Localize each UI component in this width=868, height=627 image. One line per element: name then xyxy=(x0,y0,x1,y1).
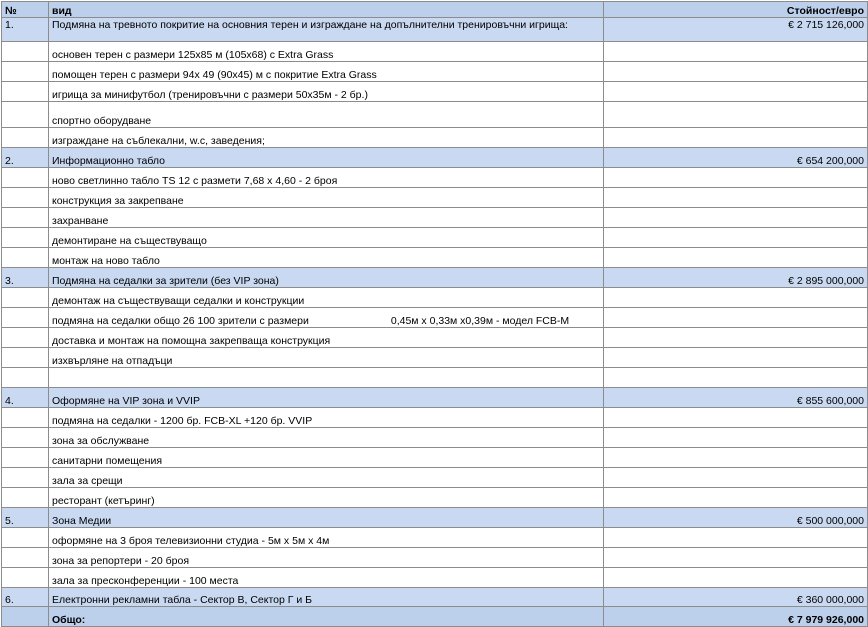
item-text: демонтиране на съществуващо xyxy=(49,228,604,248)
section-number: 6. xyxy=(2,588,49,607)
section-row xyxy=(2,268,868,288)
table-row xyxy=(2,248,868,268)
cost-table xyxy=(1,1,868,627)
section-title: Зона Медии xyxy=(49,508,604,528)
item-text: спортно оборудване xyxy=(49,102,604,128)
table-row xyxy=(2,308,868,328)
table-row xyxy=(2,208,868,228)
table-row xyxy=(2,288,868,308)
table-row xyxy=(2,428,868,448)
section-cost: € 500 000,000 xyxy=(604,508,868,528)
table-row xyxy=(2,82,868,102)
section-row xyxy=(2,508,868,528)
table-row xyxy=(2,548,868,568)
item-text: зона за обслужване xyxy=(49,428,604,448)
item-text: зона за репортери - 20 броя xyxy=(49,548,604,568)
item-text: изхвърляне на отпадъци xyxy=(49,348,604,368)
item-text-main: подмяна на седалки общо 26 100 зрители с размери xyxy=(52,315,309,327)
total-value: € 7 979 926,000 xyxy=(604,607,868,627)
table-row xyxy=(2,228,868,248)
total-label: Общо: xyxy=(49,607,604,627)
header-cost: Стойност/евро xyxy=(604,2,868,18)
item-text: доставка и монтаж на помощна закрепваща конструкция xyxy=(49,328,604,348)
section-title: Оформяне на VIP зона и VVIP xyxy=(49,388,604,408)
section-title: Подмяна на седалки за зрители (без VIP зона) xyxy=(49,268,604,288)
table-row xyxy=(2,368,868,388)
table-row xyxy=(2,128,868,148)
table-row xyxy=(2,102,868,128)
table-row xyxy=(2,468,868,488)
item-text: ново светлинно табло TS 12 с размети 7,68 х 4,60 - 2 броя xyxy=(49,168,604,188)
section-title: Информационно табло xyxy=(49,148,604,168)
section-number: 3. xyxy=(2,268,49,288)
section-row xyxy=(2,588,868,607)
item-text-dimensions: 0,45м х 0,33м х0,39м - модел FCB-M xyxy=(390,315,570,327)
section-cost: € 654 200,000 xyxy=(604,148,868,168)
table-row xyxy=(2,408,868,428)
item-text: основен терен с размери 125х85 м (105х68) с Extra Grass xyxy=(49,42,604,62)
section-cost: € 2 715 126,000 xyxy=(604,18,868,42)
item-text: санитарни помещения xyxy=(49,448,604,468)
item-text: подмяна на седалки - 1200 бр. FCB-XL +120 бр. VVIP xyxy=(49,408,604,428)
item-text: конструкция за закрепване xyxy=(49,188,604,208)
section-row xyxy=(2,18,868,42)
section-number: 2. xyxy=(2,148,49,168)
table-row xyxy=(2,42,868,62)
item-text: помощен терен с размери 94х 49 (90х45) м с покритие Extra Grass xyxy=(49,62,604,82)
section-cost: € 360 000,000 xyxy=(604,588,868,607)
item-text: ресторант (кетъринг) xyxy=(49,488,604,508)
item-text: зала за пресконференции - 100 места xyxy=(49,568,604,588)
item-text: изграждане на съблекални, w.c, заведения; xyxy=(49,128,604,148)
section-number: 5. xyxy=(2,508,49,528)
table-row xyxy=(2,188,868,208)
header-type: вид xyxy=(49,2,604,18)
item-text: захранване xyxy=(49,208,604,228)
item-text: оформяне на 3 броя телевизионни студиа - 5м х 5м х 4м xyxy=(49,528,604,548)
table-row xyxy=(2,528,868,548)
table-row xyxy=(2,328,868,348)
item-text: монтаж на ново табло xyxy=(49,248,604,268)
header-row xyxy=(2,2,868,18)
item-text: демонтаж на съществуващи седалки и конструкции xyxy=(49,288,604,308)
section-cost: € 855 600,000 xyxy=(604,388,868,408)
header-no: № xyxy=(2,2,49,18)
table-row xyxy=(2,62,868,82)
item-text xyxy=(49,308,604,328)
section-title: Електронни рекламни табла - Сектор В, Сектор Г и Б xyxy=(49,588,604,607)
section-row xyxy=(2,148,868,168)
section-title: Подмяна на тревното покритие на основния терен и изграждане на допълнителни тренировъчни игрища: xyxy=(49,18,604,42)
table-row xyxy=(2,568,868,588)
table-row xyxy=(2,348,868,368)
table-row xyxy=(2,488,868,508)
section-cost: € 2 895 000,000 xyxy=(604,268,868,288)
section-number: 1. xyxy=(2,18,49,42)
item-text: зала за срещи xyxy=(49,468,604,488)
section-row xyxy=(2,388,868,408)
table-row xyxy=(2,168,868,188)
section-number: 4. xyxy=(2,388,49,408)
item-text: игрища за минифутбол (тренировъчни с размери 50х35м - 2 бр.) xyxy=(49,82,604,102)
table-row xyxy=(2,448,868,468)
total-row xyxy=(2,607,868,627)
